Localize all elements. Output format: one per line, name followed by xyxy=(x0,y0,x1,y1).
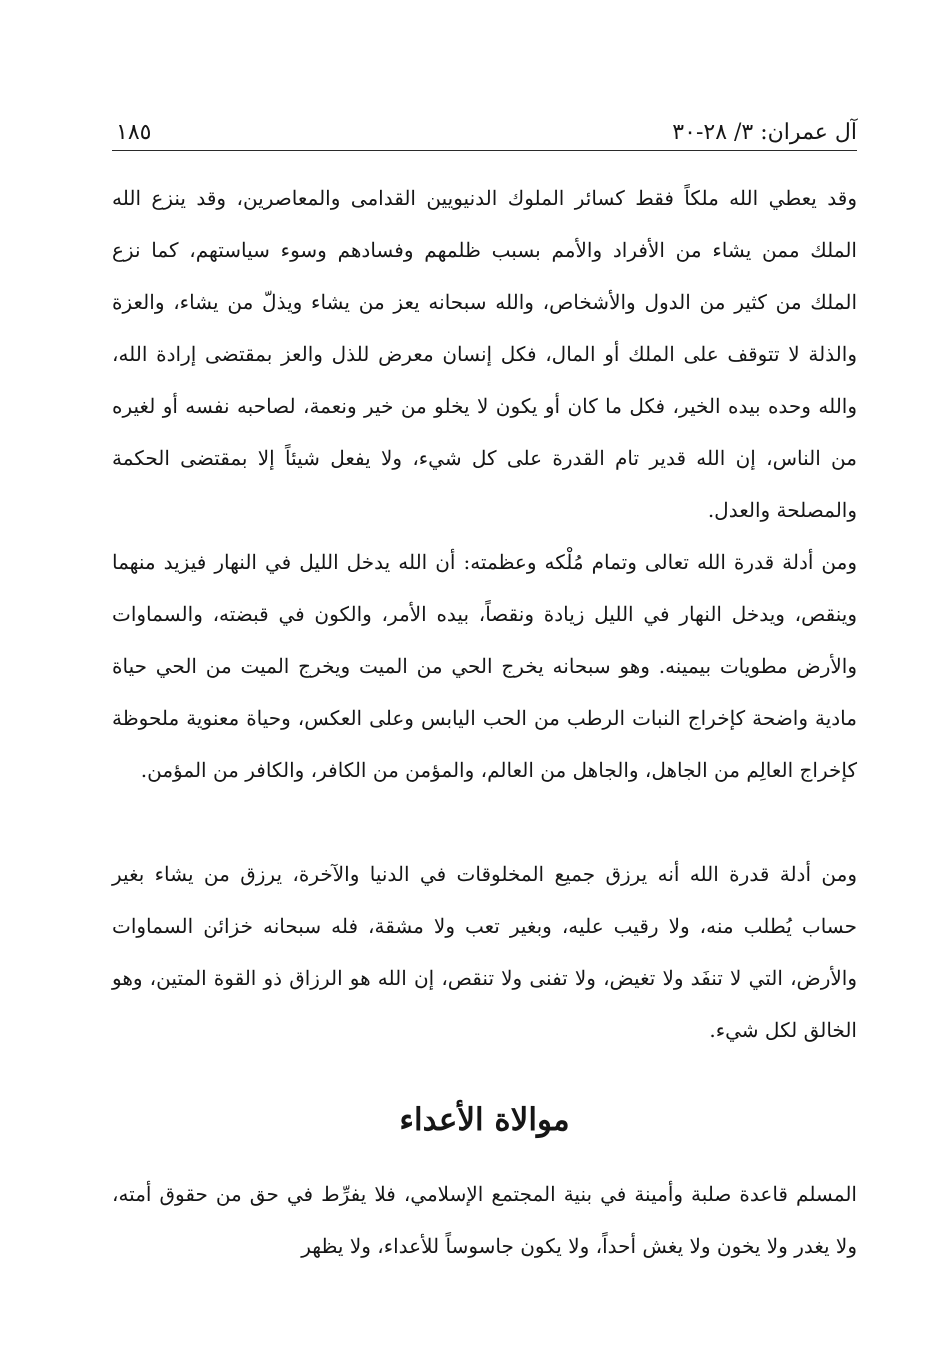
running-title: آل عمران: ٣/ ٢٨-٣٠ xyxy=(672,120,857,145)
page-header xyxy=(112,118,857,151)
paragraph-1: وقد يعطي الله ملكاً فقط كسائر الملوك الدنيويين القدامى والمعاصرين، وقد ينزع الله الملك ممن يشاء من الأفراد والأمم بسبب ظلمهم وفسادهم وسوء سياستهم، كما نزع الملك من كثير من الدول والأشخاص، والله سبحانه يعز من يشاء ويذلّ من يشاء، والعزة والذلة لا تتوقف على الملك أو المال، فكل إنسان معرض للذل والعز بمقتضى إرادة الله، والله وحده بيده الخير، فكل ما كان أو يكون لا يخلو من خير ونعمة، لصاحبه نفسه أو لغيره من الناس، إن الله قدير تام القدرة على كل شيء، ولا يفعل شيئاً إلا بمقتضى الحكمة والمصلحة والعدل. xyxy=(112,186,857,522)
paragraph-2: ومن أدلة قدرة الله تعالى وتمام مُلْكه وعظمته: أن الله يدخل الليل في النهار فيزيد منهما وينقص، ويدخل النهار في الليل زيادة ونقصاً، بيده الأمر، والكون في قبضته، والسماوات والأرض مطويات بيمينه. وهو سبحانه يخرج الحي من الميت ويخرج الميت من الحي حياة مادية واضحة كإخراج النبات الرطب من الحب اليابس وعلى العكس، وحياة معنوية ملحوظة كإخراج العالِم من الجاهل، والجاهل من العالم، والمؤمن من الكافر، والكافر من المؤمن. xyxy=(112,550,857,782)
section-paragraph: المسلم قاعدة صلبة وأمينة في بنية المجتمع الإسلامي، فلا يفرِّط في حق من حقوق أمته، ولا يغدر ولا يخون ولا يغش أحداً، ولا يكون جاسوساً للأعداء، ولا يظهر xyxy=(112,1182,857,1258)
section-heading: موالاة الأعداء xyxy=(399,1102,570,1138)
page-number: ١٨٥ xyxy=(116,120,152,145)
paragraph-3: ومن أدلة قدرة الله أنه يرزق جميع المخلوقات في الدنيا والآخرة، يرزق من يشاء بغير حساب يُطلب منه، ولا رقيب عليه، وبغير تعب ولا مشقة، فله سبحانه خزائن السماوات والأرض، التي لا تنفَد ولا تغيض، ولا تفنى ولا تنقص، إن الله هو الرزاق ذو القوة المتين، وهو الخالق لكل شيء. xyxy=(112,862,857,1042)
